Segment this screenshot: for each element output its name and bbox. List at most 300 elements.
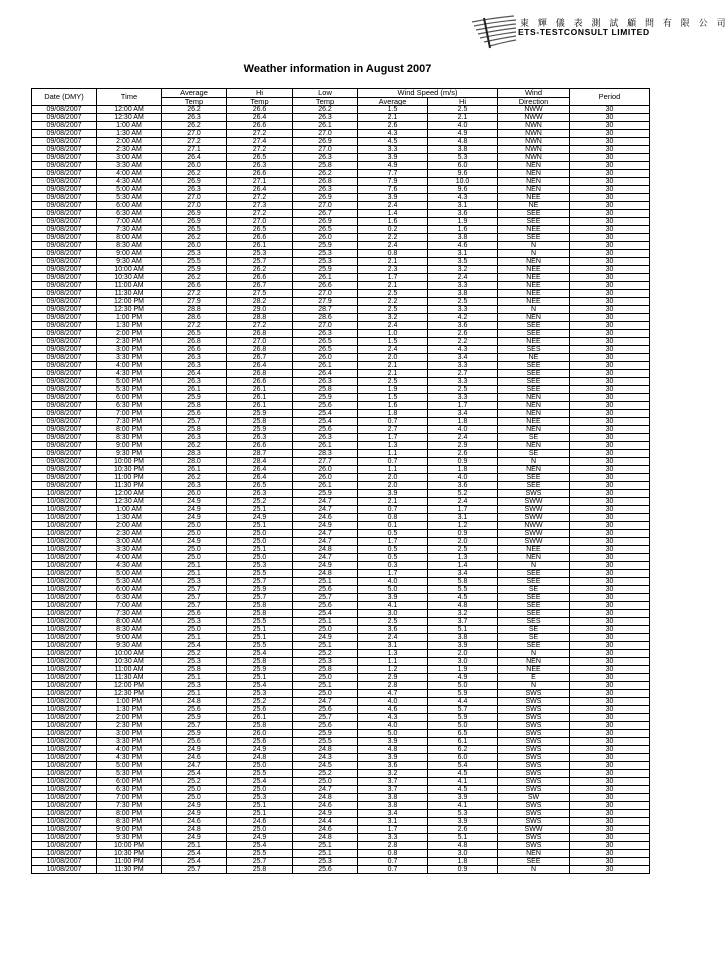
low-temp-cell: 24.9 — [293, 522, 358, 530]
date-cell: 10/08/2007 — [32, 770, 97, 778]
time-cell: 3:00 PM — [97, 346, 162, 354]
period-cell: 30 — [570, 546, 650, 554]
low-temp-cell: 26.2 — [293, 106, 358, 114]
hi-temp-cell: 26.7 — [227, 354, 293, 362]
avg-temp-cell: 26.4 — [162, 154, 227, 162]
wind-hi-cell: 4.9 — [428, 130, 498, 138]
table-row — [32, 682, 650, 690]
hi-temp-cell: 25.1 — [227, 522, 293, 530]
date-cell: 10/08/2007 — [32, 738, 97, 746]
date-cell: 10/08/2007 — [32, 522, 97, 530]
hi-temp-cell: 26.4 — [227, 186, 293, 194]
header-period: Period — [570, 89, 650, 106]
table-row — [32, 426, 650, 434]
period-cell: 30 — [570, 514, 650, 522]
avg-temp-cell: 26.3 — [162, 362, 227, 370]
avg-temp-cell: 25.1 — [162, 634, 227, 642]
avg-temp-cell: 24.9 — [162, 538, 227, 546]
low-temp-cell: 25.8 — [293, 386, 358, 394]
time-cell: 2:00 PM — [97, 714, 162, 722]
hi-temp-cell: 25.4 — [227, 842, 293, 850]
wind-hi-cell: 4.2 — [428, 314, 498, 322]
low-temp-cell: 26.3 — [293, 378, 358, 386]
wind-direction-cell: NWW — [498, 522, 570, 530]
time-cell: 1:30 PM — [97, 322, 162, 330]
date-cell: 10/08/2007 — [32, 562, 97, 570]
avg-temp-cell: 28.0 — [162, 458, 227, 466]
avg-temp-cell: 25.0 — [162, 554, 227, 562]
time-cell: 4:00 AM — [97, 170, 162, 178]
avg-temp-cell: 28.8 — [162, 306, 227, 314]
time-cell: 6:30 AM — [97, 210, 162, 218]
date-cell: 10/08/2007 — [32, 538, 97, 546]
time-cell: 1:30 PM — [97, 706, 162, 714]
date-cell: 09/08/2007 — [32, 234, 97, 242]
wind-avg-cell: 4.3 — [358, 130, 428, 138]
date-cell: 10/08/2007 — [32, 666, 97, 674]
avg-temp-cell: 26.6 — [162, 346, 227, 354]
wind-direction-cell: NEE — [498, 282, 570, 290]
period-cell: 30 — [570, 402, 650, 410]
table-row — [32, 170, 650, 178]
period-cell: 30 — [570, 210, 650, 218]
wind-hi-cell: 4.6 — [428, 242, 498, 250]
wind-avg-cell: 1.4 — [358, 210, 428, 218]
table-row — [32, 306, 650, 314]
date-cell: 10/08/2007 — [32, 866, 97, 874]
low-temp-cell: 25.1 — [293, 842, 358, 850]
wind-direction-cell: E — [498, 674, 570, 682]
table-row — [32, 642, 650, 650]
low-temp-cell: 25.0 — [293, 690, 358, 698]
date-cell: 09/08/2007 — [32, 306, 97, 314]
wind-hi-cell: 2.9 — [428, 442, 498, 450]
table-row — [32, 178, 650, 186]
table-row — [32, 778, 650, 786]
hi-temp-cell: 26.6 — [227, 442, 293, 450]
wind-avg-cell: 2.8 — [358, 682, 428, 690]
period-cell: 30 — [570, 330, 650, 338]
avg-temp-cell: 27.0 — [162, 202, 227, 210]
header-average-temp: Temp — [162, 97, 227, 106]
period-cell: 30 — [570, 266, 650, 274]
period-cell: 30 — [570, 722, 650, 730]
low-temp-cell: 26.0 — [293, 354, 358, 362]
avg-temp-cell: 25.0 — [162, 786, 227, 794]
wind-direction-cell: SEE — [498, 362, 570, 370]
avg-temp-cell: 26.1 — [162, 466, 227, 474]
table-row — [32, 146, 650, 154]
wind-direction-cell: SEE — [498, 330, 570, 338]
wind-avg-cell: 4.3 — [358, 714, 428, 722]
period-cell: 30 — [570, 738, 650, 746]
table-row — [32, 826, 650, 834]
hi-temp-cell: 25.7 — [227, 858, 293, 866]
wind-direction-cell: NWN — [498, 138, 570, 146]
wind-hi-cell: 4.8 — [428, 138, 498, 146]
wind-hi-cell: 4.5 — [428, 770, 498, 778]
low-temp-cell: 25.1 — [293, 642, 358, 650]
period-cell: 30 — [570, 810, 650, 818]
avg-temp-cell: 27.0 — [162, 130, 227, 138]
wind-avg-cell: 2.5 — [358, 306, 428, 314]
avg-temp-cell: 24.9 — [162, 506, 227, 514]
avg-temp-cell: 25.3 — [162, 618, 227, 626]
avg-temp-cell: 26.3 — [162, 482, 227, 490]
period-cell: 30 — [570, 322, 650, 330]
period-cell: 30 — [570, 346, 650, 354]
date-cell: 10/08/2007 — [32, 546, 97, 554]
header-hi: Hi — [227, 89, 293, 98]
avg-temp-cell: 25.6 — [162, 738, 227, 746]
hi-temp-cell: 25.7 — [227, 578, 293, 586]
wind-direction-cell: NEN — [498, 402, 570, 410]
wind-direction-cell: NEN — [498, 658, 570, 666]
company-logo — [470, 14, 728, 50]
wind-avg-cell: 1.0 — [358, 330, 428, 338]
low-temp-cell: 25.6 — [293, 602, 358, 610]
wind-direction-cell: SEE — [498, 578, 570, 586]
avg-temp-cell: 25.9 — [162, 730, 227, 738]
period-cell: 30 — [570, 818, 650, 826]
time-cell: 10:30 AM — [97, 274, 162, 282]
hi-temp-cell: 26.5 — [227, 226, 293, 234]
time-cell: 9:30 PM — [97, 450, 162, 458]
avg-temp-cell: 26.2 — [162, 106, 227, 114]
wind-direction-cell: NWN — [498, 122, 570, 130]
avg-temp-cell: 26.2 — [162, 474, 227, 482]
period-cell: 30 — [570, 466, 650, 474]
avg-temp-cell: 26.5 — [162, 330, 227, 338]
time-cell: 12:30 PM — [97, 690, 162, 698]
hi-temp-cell: 25.2 — [227, 498, 293, 506]
time-cell: 8:30 PM — [97, 818, 162, 826]
time-cell: 1:00 AM — [97, 506, 162, 514]
wind-avg-cell: 3.0 — [358, 610, 428, 618]
date-cell: 09/08/2007 — [32, 154, 97, 162]
table-row — [32, 530, 650, 538]
table-row — [32, 850, 650, 858]
date-cell: 09/08/2007 — [32, 394, 97, 402]
table-row — [32, 698, 650, 706]
avg-temp-cell: 26.1 — [162, 386, 227, 394]
time-cell: 2:30 PM — [97, 338, 162, 346]
wind-avg-cell: 3.9 — [358, 754, 428, 762]
period-cell: 30 — [570, 482, 650, 490]
period-cell: 30 — [570, 834, 650, 842]
wind-hi-cell: 5.5 — [428, 586, 498, 594]
wind-direction-cell: N — [498, 242, 570, 250]
period-cell: 30 — [570, 354, 650, 362]
low-temp-cell: 25.6 — [293, 706, 358, 714]
wind-avg-cell: 0.1 — [358, 522, 428, 530]
date-cell: 09/08/2007 — [32, 186, 97, 194]
time-cell: 2:00 AM — [97, 522, 162, 530]
wind-hi-cell: 1.7 — [428, 506, 498, 514]
avg-temp-cell: 25.1 — [162, 562, 227, 570]
table-row — [32, 234, 650, 242]
avg-temp-cell: 25.0 — [162, 530, 227, 538]
time-cell: 12:00 PM — [97, 298, 162, 306]
wind-hi-cell: 5.8 — [428, 578, 498, 586]
time-cell: 1:00 AM — [97, 122, 162, 130]
wind-avg-cell: 1.1 — [358, 466, 428, 474]
period-cell: 30 — [570, 586, 650, 594]
wind-hi-cell: 1.4 — [428, 562, 498, 570]
time-cell: 8:00 AM — [97, 618, 162, 626]
hi-temp-cell: 25.0 — [227, 530, 293, 538]
period-cell: 30 — [570, 570, 650, 578]
time-cell: 5:00 PM — [97, 762, 162, 770]
table-row — [32, 458, 650, 466]
low-temp-cell: 25.4 — [293, 418, 358, 426]
wind-direction-cell: NWN — [498, 154, 570, 162]
period-cell: 30 — [570, 290, 650, 298]
period-cell: 30 — [570, 474, 650, 482]
date-cell: 10/08/2007 — [32, 746, 97, 754]
header-hi-temp: Temp — [227, 97, 293, 106]
time-cell: 10:00 PM — [97, 458, 162, 466]
wind-hi-cell: 0.9 — [428, 530, 498, 538]
period-cell: 30 — [570, 202, 650, 210]
wind-direction-cell: SE — [498, 434, 570, 442]
date-cell: 09/08/2007 — [32, 258, 97, 266]
wind-direction-cell: NEE — [498, 546, 570, 554]
time-cell: 7:30 PM — [97, 418, 162, 426]
wind-direction-cell: SE — [498, 634, 570, 642]
period-cell: 30 — [570, 458, 650, 466]
wind-avg-cell: 0.7 — [358, 506, 428, 514]
wind-avg-cell: 4.0 — [358, 698, 428, 706]
wind-avg-cell: 0.3 — [358, 562, 428, 570]
wind-avg-cell: 3.9 — [358, 194, 428, 202]
hi-temp-cell: 25.3 — [227, 250, 293, 258]
time-cell: 1:30 AM — [97, 514, 162, 522]
period-cell: 30 — [570, 378, 650, 386]
wind-hi-cell: 3.6 — [428, 482, 498, 490]
wind-avg-cell: 3.6 — [358, 626, 428, 634]
wind-avg-cell: 2.2 — [358, 298, 428, 306]
date-cell: 09/08/2007 — [32, 298, 97, 306]
hi-temp-cell: 25.7 — [227, 594, 293, 602]
low-temp-cell: 25.7 — [293, 714, 358, 722]
wind-avg-cell: 1.2 — [358, 666, 428, 674]
wind-direction-cell: SEE — [498, 482, 570, 490]
header-low-temp: Temp — [293, 97, 358, 106]
avg-temp-cell: 25.5 — [162, 258, 227, 266]
wind-hi-cell: 6.1 — [428, 738, 498, 746]
date-cell: 10/08/2007 — [32, 778, 97, 786]
hi-temp-cell: 25.8 — [227, 610, 293, 618]
date-cell: 09/08/2007 — [32, 218, 97, 226]
avg-temp-cell: 26.9 — [162, 210, 227, 218]
table-row — [32, 434, 650, 442]
wind-direction-cell: SWS — [498, 754, 570, 762]
wind-direction-cell: NEE — [498, 194, 570, 202]
avg-temp-cell: 24.8 — [162, 698, 227, 706]
low-temp-cell: 25.3 — [293, 858, 358, 866]
period-cell: 30 — [570, 282, 650, 290]
table-row — [32, 106, 650, 114]
avg-temp-cell: 26.3 — [162, 378, 227, 386]
hi-temp-cell: 25.8 — [227, 602, 293, 610]
hi-temp-cell: 25.1 — [227, 546, 293, 554]
time-cell: 12:30 PM — [97, 306, 162, 314]
avg-temp-cell: 28.3 — [162, 450, 227, 458]
wind-hi-cell: 2.5 — [428, 386, 498, 394]
table-header — [32, 89, 650, 106]
table-row — [32, 194, 650, 202]
wind-avg-cell: 4.9 — [358, 162, 428, 170]
wind-avg-cell: 7.6 — [358, 186, 428, 194]
wind-hi-cell: 2.4 — [428, 498, 498, 506]
table-row — [32, 522, 650, 530]
wind-hi-cell: 2.6 — [428, 330, 498, 338]
avg-temp-cell: 24.9 — [162, 810, 227, 818]
table-row — [32, 794, 650, 802]
header-time: Time — [97, 89, 162, 106]
time-cell: 6:30 AM — [97, 594, 162, 602]
table-row — [32, 762, 650, 770]
table-row — [32, 842, 650, 850]
date-cell: 09/08/2007 — [32, 450, 97, 458]
wind-hi-cell: 3.3 — [428, 362, 498, 370]
low-temp-cell: 26.0 — [293, 234, 358, 242]
date-cell: 10/08/2007 — [32, 570, 97, 578]
wind-avg-cell: 3.9 — [358, 490, 428, 498]
wind-hi-cell: 5.7 — [428, 706, 498, 714]
date-cell: 09/08/2007 — [32, 274, 97, 282]
time-cell: 9:30 PM — [97, 834, 162, 842]
wind-hi-cell: 5.1 — [428, 834, 498, 842]
wind-hi-cell: 3.8 — [428, 290, 498, 298]
wind-avg-cell: 3.1 — [358, 818, 428, 826]
wind-direction-cell: NEE — [498, 666, 570, 674]
time-cell: 10:00 PM — [97, 842, 162, 850]
time-cell: 7:00 PM — [97, 410, 162, 418]
wind-direction-cell: NEN — [498, 554, 570, 562]
avg-temp-cell: 26.0 — [162, 242, 227, 250]
wind-hi-cell: 2.1 — [428, 114, 498, 122]
date-cell: 10/08/2007 — [32, 834, 97, 842]
low-temp-cell: 24.7 — [293, 506, 358, 514]
wind-hi-cell: 4.4 — [428, 698, 498, 706]
date-cell: 09/08/2007 — [32, 226, 97, 234]
hi-temp-cell: 25.1 — [227, 802, 293, 810]
wind-direction-cell: SEE — [498, 610, 570, 618]
date-cell: 10/08/2007 — [32, 690, 97, 698]
date-cell: 09/08/2007 — [32, 130, 97, 138]
wind-avg-cell: 1.7 — [358, 826, 428, 834]
low-temp-cell: 26.3 — [293, 330, 358, 338]
hi-temp-cell: 28.2 — [227, 298, 293, 306]
hi-temp-cell: 24.9 — [227, 514, 293, 522]
avg-temp-cell: 25.3 — [162, 658, 227, 666]
table-row — [32, 858, 650, 866]
wind-hi-cell: 3.6 — [428, 210, 498, 218]
avg-temp-cell: 26.5 — [162, 226, 227, 234]
low-temp-cell: 24.8 — [293, 746, 358, 754]
wind-hi-cell: 1.9 — [428, 218, 498, 226]
hi-temp-cell: 28.7 — [227, 450, 293, 458]
low-temp-cell: 24.9 — [293, 562, 358, 570]
period-cell: 30 — [570, 306, 650, 314]
time-cell: 3:00 AM — [97, 154, 162, 162]
period-cell: 30 — [570, 162, 650, 170]
wind-direction-cell: N — [498, 562, 570, 570]
period-cell: 30 — [570, 714, 650, 722]
low-temp-cell: 26.7 — [293, 210, 358, 218]
date-cell: 10/08/2007 — [32, 626, 97, 634]
date-cell: 10/08/2007 — [32, 658, 97, 666]
hi-temp-cell: 25.8 — [227, 418, 293, 426]
avg-temp-cell: 25.0 — [162, 522, 227, 530]
date-cell: 09/08/2007 — [32, 482, 97, 490]
period-cell: 30 — [570, 442, 650, 450]
hi-temp-cell: 26.3 — [227, 434, 293, 442]
hi-temp-cell: 26.1 — [227, 394, 293, 402]
avg-temp-cell: 28.6 — [162, 314, 227, 322]
wind-hi-cell: 4.8 — [428, 602, 498, 610]
date-cell: 09/08/2007 — [32, 202, 97, 210]
table-row — [32, 298, 650, 306]
period-cell: 30 — [570, 658, 650, 666]
time-cell: 3:00 PM — [97, 730, 162, 738]
hi-temp-cell: 25.2 — [227, 698, 293, 706]
hi-temp-cell: 26.0 — [227, 730, 293, 738]
time-cell: 5:30 AM — [97, 194, 162, 202]
date-cell: 09/08/2007 — [32, 122, 97, 130]
wind-hi-cell: 3.1 — [428, 250, 498, 258]
wind-avg-cell: 4.6 — [358, 706, 428, 714]
wind-avg-cell: 2.1 — [358, 498, 428, 506]
table-row — [32, 810, 650, 818]
time-cell: 9:30 AM — [97, 642, 162, 650]
time-cell: 5:00 AM — [97, 186, 162, 194]
low-temp-cell: 25.2 — [293, 650, 358, 658]
wind-avg-cell: 0.8 — [358, 514, 428, 522]
wind-direction-cell: NEN — [498, 426, 570, 434]
date-cell: 10/08/2007 — [32, 554, 97, 562]
wind-direction-cell: NEN — [498, 170, 570, 178]
table-row — [32, 482, 650, 490]
period-cell: 30 — [570, 610, 650, 618]
time-cell: 12:00 PM — [97, 682, 162, 690]
wind-direction-cell: SWW — [498, 506, 570, 514]
avg-temp-cell: 26.3 — [162, 186, 227, 194]
hi-temp-cell: 25.3 — [227, 562, 293, 570]
low-temp-cell: 26.3 — [293, 154, 358, 162]
table-row — [32, 866, 650, 874]
hi-temp-cell: 25.9 — [227, 666, 293, 674]
date-cell: 10/08/2007 — [32, 530, 97, 538]
wind-hi-cell: 4.8 — [428, 842, 498, 850]
wind-hi-cell: 4.3 — [428, 346, 498, 354]
wind-direction-cell: NEN — [498, 186, 570, 194]
wind-hi-cell: 4.1 — [428, 778, 498, 786]
avg-temp-cell: 27.0 — [162, 194, 227, 202]
period-cell: 30 — [570, 194, 650, 202]
low-temp-cell: 24.8 — [293, 570, 358, 578]
low-temp-cell: 26.5 — [293, 346, 358, 354]
avg-temp-cell: 25.2 — [162, 778, 227, 786]
wind-avg-cell: 1.1 — [358, 658, 428, 666]
wind-hi-cell: 3.8 — [428, 146, 498, 154]
low-temp-cell: 25.6 — [293, 426, 358, 434]
period-cell: 30 — [570, 858, 650, 866]
low-temp-cell: 25.9 — [293, 490, 358, 498]
wind-avg-cell: 2.5 — [358, 378, 428, 386]
